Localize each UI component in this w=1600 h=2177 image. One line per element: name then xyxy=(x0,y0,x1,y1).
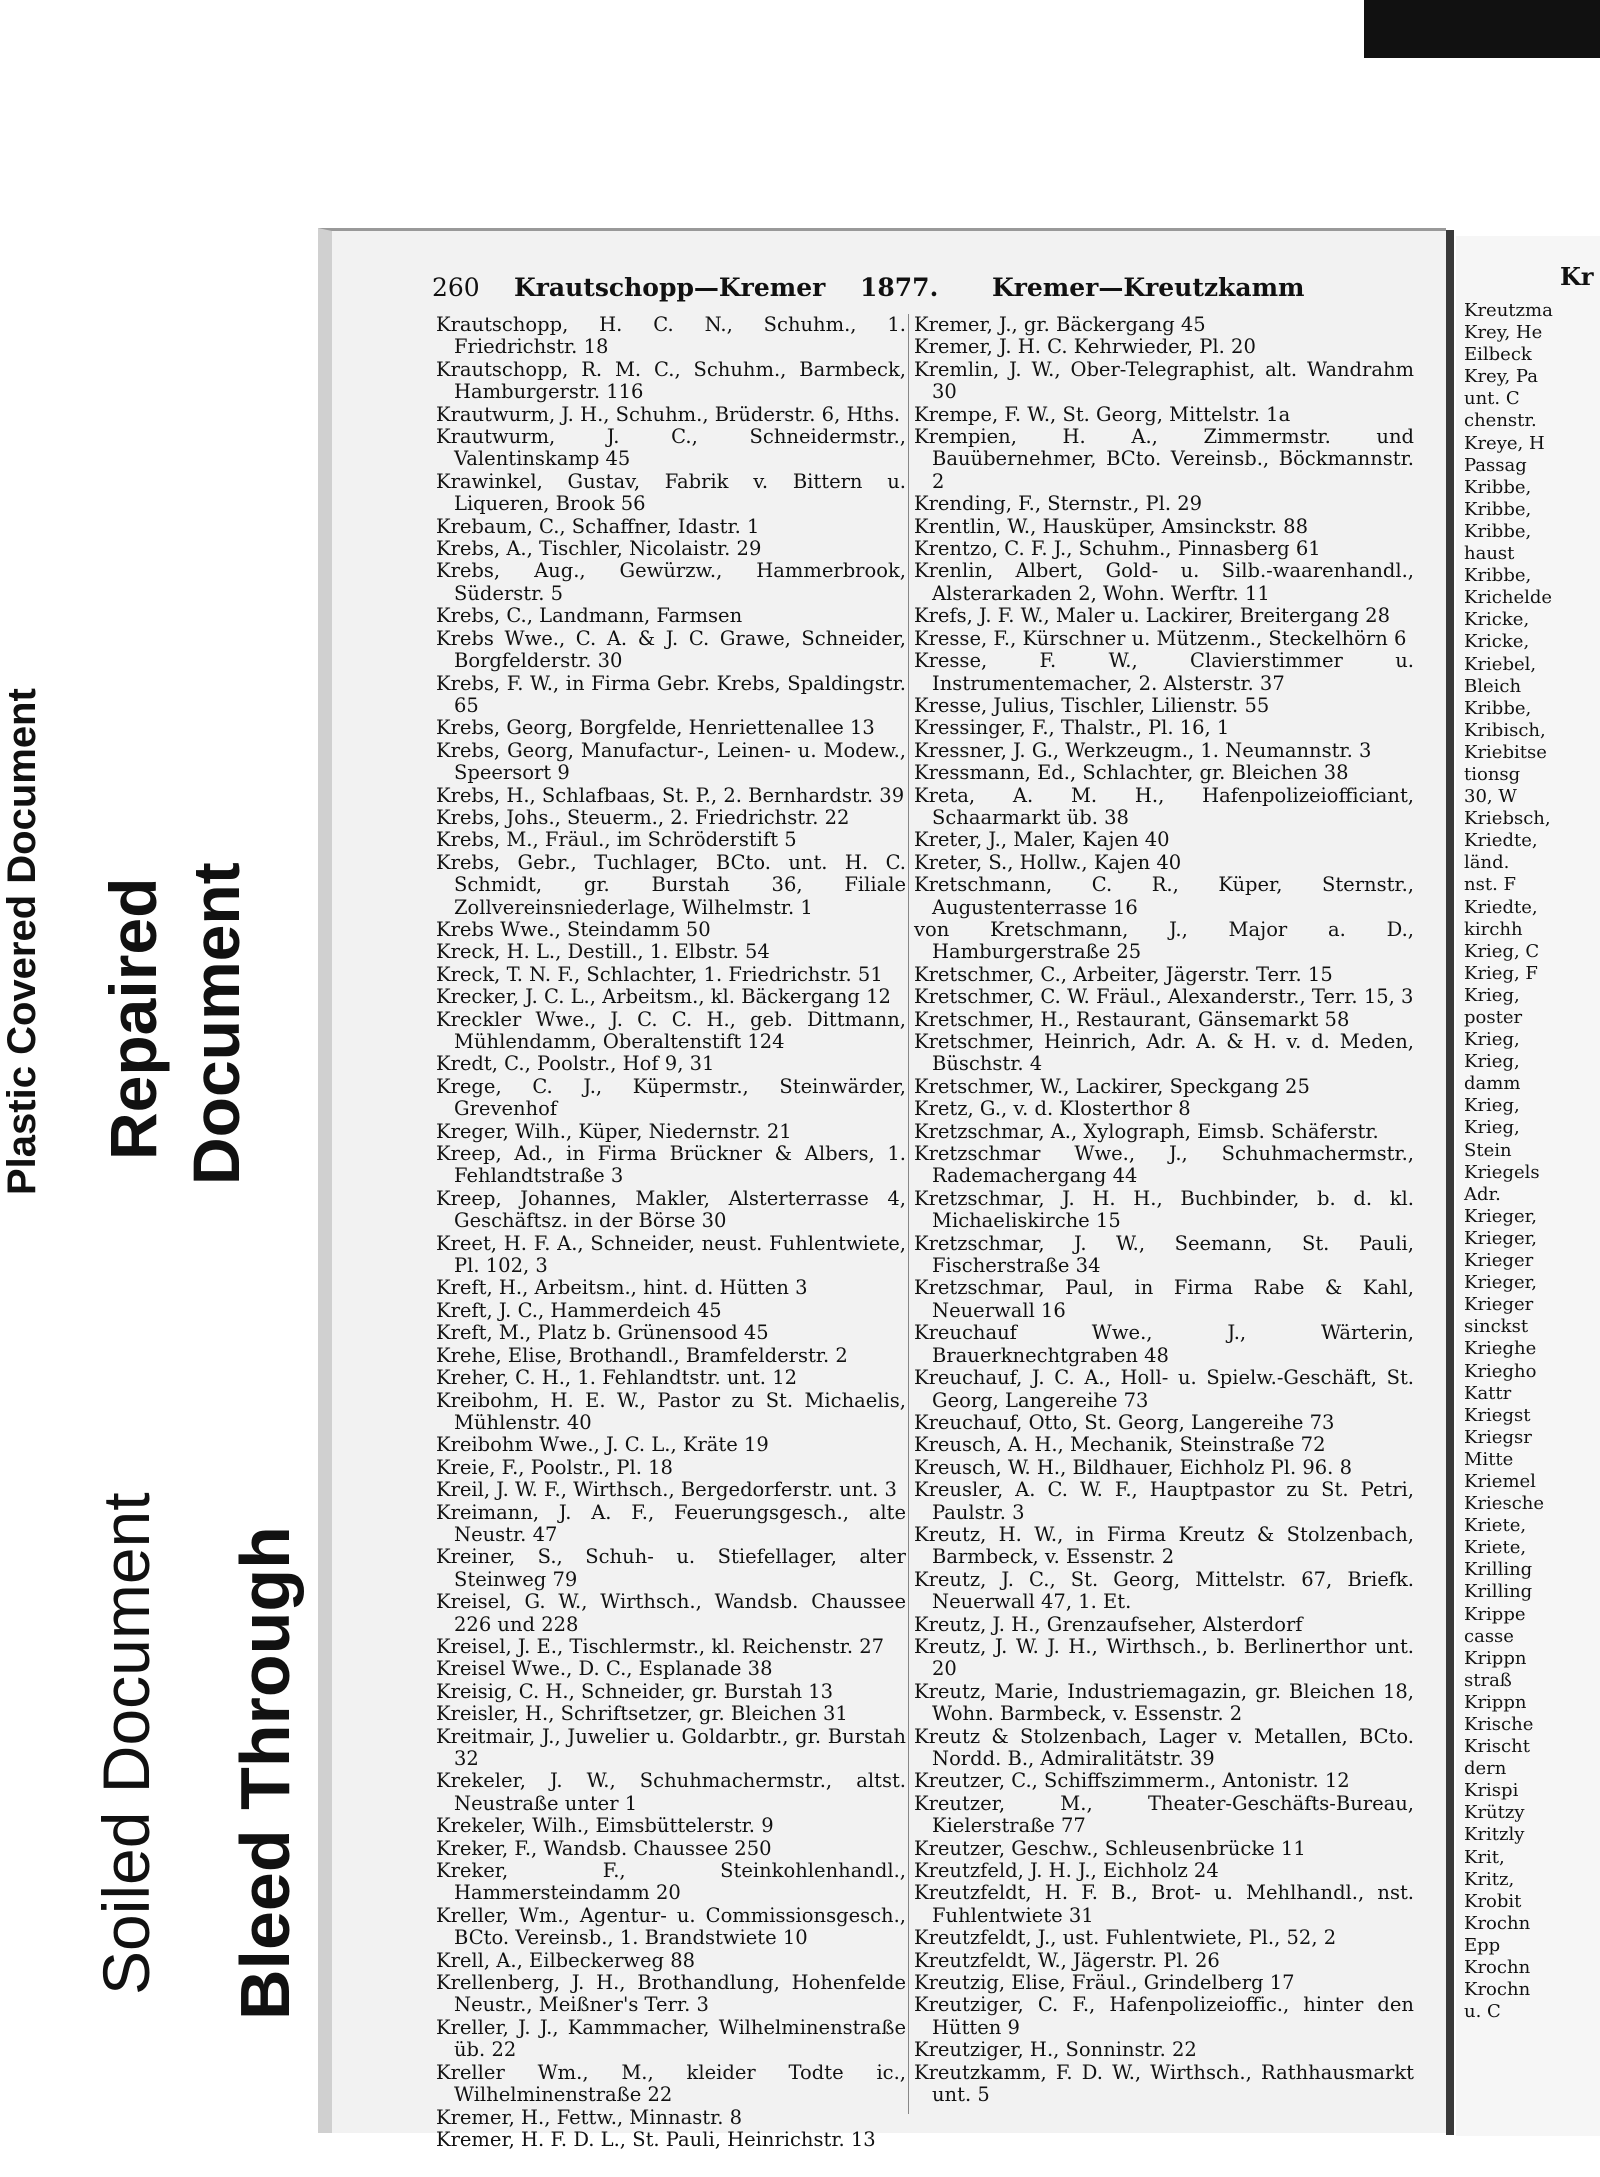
directory-entry: poster xyxy=(1464,1007,1523,1028)
directory-entry: Kresse, F., Kürschner u. Mützenm., Steckelhörn 6 xyxy=(914,626,1407,650)
directory-entry: Krebs, Georg, Manufactur-, Leinen- u. Modew., Speersort 9 xyxy=(436,738,906,785)
directory-entry: Kreusch, W. H., Bildhauer, Eichholz Pl. 96. 8 xyxy=(914,1455,1352,1479)
directory-entry: Krieger, xyxy=(1464,1227,1537,1249)
directory-entry: Kribisch, xyxy=(1464,719,1546,741)
column-divider xyxy=(908,314,909,2114)
directory-entry: Kretzschmar, Paul, in Firma Rabe & Kahl, Neuerwall 16 xyxy=(914,1276,1414,1322)
directory-entry: Krebs, A., Tischler, Nicolaistr. 29 xyxy=(436,537,762,561)
directory-entry: Kriedte, xyxy=(1464,896,1538,918)
directory-entry: Krippe xyxy=(1464,1603,1526,1625)
directory-entry: Kresse, Julius, Tischler, Lilienstr. 55 xyxy=(914,693,1270,717)
directory-entry: Kretz, G., v. d. Klosterthor 8 xyxy=(914,1097,1191,1121)
directory-entry: Krochn xyxy=(1464,1979,1531,2001)
directory-entry: Krieg, xyxy=(1464,1117,1520,1139)
directory-entry: chenstr. xyxy=(1464,410,1537,432)
directory-entry: Kreck, H. L., Destill., 1. Elbstr. 54 xyxy=(436,940,770,964)
directory-entry: Kremer, H. F. D. L., St. Pauli, Heinrichstr. 13 xyxy=(436,2127,876,2151)
directory-entry: Kreutzer, Geschw., Schleusenbrücke 11 xyxy=(914,1836,1306,1860)
directory-entry: Kreuchauf, Otto, St. Georg, Langereihe 73 xyxy=(914,1410,1335,1434)
directory-entry: kirchh xyxy=(1464,918,1523,940)
directory-entry: Kreutz, J. C., St. Georg, Mittelstr. 67, Briefk. Neuerwall 47, 1. Et. xyxy=(914,1567,1414,1614)
directory-entry: Kriegst xyxy=(1464,1404,1531,1426)
directory-entry: Kreutz, Marie, Industriemagazin, gr. Bleichen 18, Wohn. Barmbeck, v. Essenstr. 2 xyxy=(914,1679,1414,1726)
directory-entry: Krieg, C xyxy=(1464,940,1540,962)
directory-entry: Kreibohm Wwe., J. C. L., Kräte 19 xyxy=(436,1433,769,1457)
directory-entry: Kretschmer, C., Arbeiter, Jägerstr. Terr. 15 xyxy=(914,962,1333,986)
directory-entry: sinckst xyxy=(1464,1316,1529,1338)
directory-entry: Krebs, F. W., in Firma Gebr. Krebs, Spaldingstr. 65 xyxy=(436,671,906,717)
directory-entry: Krichelde xyxy=(1464,587,1553,609)
directory-entry: Kressinger, F., Thalstr., Pl. 16, 1 xyxy=(914,716,1230,740)
directory-entry: Kriebel, xyxy=(1464,653,1537,675)
directory-entry: Krautschopp, H. C. N., Schuhm., 1. Friedrichstr. 18 xyxy=(436,313,906,359)
directory-entry: Kreft, M., Platz b. Grünensood 45 xyxy=(436,1321,769,1345)
directory-entry: Adr. xyxy=(1464,1183,1501,1205)
page-number: 260 xyxy=(432,273,480,302)
directory-entry: Kreutzma xyxy=(1464,300,1553,321)
directory-entry: Kattr xyxy=(1464,1382,1512,1404)
directory-entry: Krit, xyxy=(1464,1846,1505,1868)
directory-entry: Kretzschmar, A., Xylograph, Eimsb. Schäferstr. xyxy=(914,1119,1379,1143)
label-plastic-covered: Plastic Covered Document xyxy=(0,688,44,1195)
directory-entry: Kriemel xyxy=(1464,1470,1536,1492)
directory-entry: Kreller, Wm., Agentur- u. Commissionsgesch., BCto. Vereinsb., 1. Brandstwiete 10 xyxy=(436,1903,906,1950)
directory-entry: Krebs Wwe., Steindamm 50 xyxy=(436,917,711,941)
directory-entry: Kreisel, G. W., Wirthsch., Wandsb. Chaussee 226 und 228 xyxy=(436,1590,906,1636)
directory-entry: Krebs, M., Fräul., im Schröderstift 5 xyxy=(436,828,797,852)
next-page-column xyxy=(1456,300,1553,2023)
directory-entry: Kreet, H. F. A., Schneider, neust. Fuhlentwiete, Pl. 102, 3 xyxy=(436,1231,906,1278)
scan-margin xyxy=(0,0,320,2177)
directory-entry: Epp xyxy=(1464,1934,1501,1956)
directory-entry: Krochn xyxy=(1464,1912,1531,1934)
directory-entry: Krebs, C., Landmann, Farmsen xyxy=(436,604,743,628)
directory-entry: Passag xyxy=(1464,454,1527,476)
directory-entry: Kreiner, S., Schuh- u. Stiefellager, alter Steinweg 79 xyxy=(436,1545,906,1591)
directory-entry: Stein xyxy=(1464,1139,1512,1161)
directory-entry: casse xyxy=(1464,1625,1514,1647)
directory-entry: Kreutzfeldt, H. F. B., Brot- u. Mehlhandl., nst. Fuhlentwiete 31 xyxy=(914,1881,1414,1927)
directory-entry: Kresse, F. W., Clavierstimmer u. Instrumentemacher, 2. Alsterstr. 37 xyxy=(914,649,1414,695)
directory-entry: Kredt, C., Poolstr., Hof 9, 31 xyxy=(436,1052,715,1076)
directory-entry: Kreusch, A. H., Mechanik, Steinstraße 72 xyxy=(914,1433,1326,1457)
directory-entry: Krecker, J. C. L., Arbeitsm., kl. Bäckergang 12 xyxy=(436,985,891,1009)
directory-entry: Kriegsr xyxy=(1464,1426,1532,1448)
right-range-heading: Kremer—Kreutzkamm xyxy=(992,273,1305,302)
directory-entry: Krochn xyxy=(1464,1957,1531,1979)
right-column xyxy=(914,314,1414,2114)
directory-entry: Kreft, J. C., Hammerdeich 45 xyxy=(436,1298,722,1322)
directory-entry: Krilling xyxy=(1464,1559,1533,1581)
directory-entry: Kreutzfeldt, W., Jägerstr. Pl. 26 xyxy=(914,1948,1220,1972)
directory-entry: Kreutz, J. W. J. H., Wirthsch., b. Berlinerthor unt. 20 xyxy=(914,1634,1414,1681)
directory-entry: länd. xyxy=(1464,852,1510,874)
directory-entry: Krebs Wwe., C. A. & J. C. Grawe, Schneider, Borgfelderstr. 30 xyxy=(436,626,906,673)
directory-entry: Krieg, xyxy=(1464,984,1520,1006)
directory-entry: Kreckler Wwe., J. C. C. H., geb. Dittmann, Mühlendamm, Oberaltenstift 124 xyxy=(436,1007,906,1053)
directory-entry: Kreimann, J. A. F., Feuerungsgesch., alte Neustr. 47 xyxy=(436,1500,906,1546)
label-soiled-document: Soiled Document xyxy=(89,1492,163,1995)
directory-entry: Kreutzfeldt, J., ust. Fuhlentwiete, Pl., 52, 2 xyxy=(914,1926,1337,1950)
directory-entry: Kritz, xyxy=(1464,1868,1515,1890)
directory-entry: unt. C xyxy=(1464,388,1520,410)
directory-entry: Kreutzer, C., Schiffszimmerm., Antonistr. 12 xyxy=(914,1769,1350,1793)
directory-entry: Krawinkel, Gustav, Fabrik v. Bittern u. Liqueren, Brook 56 xyxy=(436,469,906,516)
directory-entry: Kreller Wm., M., kleider Todte ic., Wilhelminenstraße 22 xyxy=(436,2060,906,2107)
directory-entry: Kreie, F., Poolstr., Pl. 18 xyxy=(436,1455,673,1479)
directory-entry: Krispi xyxy=(1464,1780,1519,1802)
directory-entry: Kritzly xyxy=(1464,1824,1525,1846)
directory-entry: Kricke, xyxy=(1464,631,1530,653)
directory-entry: Kriebitse xyxy=(1464,741,1547,763)
directory-entry: von Kretschmann, J., Major a. D., Hamburgerstraße 25 xyxy=(914,917,1414,964)
directory-entry: Krieghe xyxy=(1464,1338,1537,1360)
directory-entry: Kremer, J. H. C. Kehrwieder, Pl. 20 xyxy=(914,335,1256,359)
directory-entry: Krege, C. J., Küpermstr., Steinwärder, Grevenhof xyxy=(436,1074,906,1121)
directory-entry: Krebs, H., Schlafbaas, St. P., 2. Bernhardstr. 39 xyxy=(436,783,905,807)
directory-entry: Kribbe, xyxy=(1464,476,1532,498)
directory-entry: Eilbeck xyxy=(1464,344,1532,366)
directory-entry: u. C xyxy=(1464,2001,1501,2023)
book-gutter xyxy=(1446,230,1454,2135)
directory-entry: Krobit xyxy=(1464,1890,1522,1912)
directory-entry: haust xyxy=(1464,543,1515,565)
directory-entry: Krippn xyxy=(1464,1647,1527,1669)
directory-entry: Kreft, H., Arbeitsm., hint. d. Hütten 3 xyxy=(436,1276,808,1300)
directory-entry: Kreller, J. J., Kammmacher, Wilhelminenstraße üb. 22 xyxy=(436,2015,906,2062)
directory-entry: Kremer, H., Fettw., Minnastr. 8 xyxy=(436,2105,743,2129)
directory-entry: Kreutz & Stolzenbach, Lager v. Metallen, BCto. Nordd. B., Admiralitätstr. 39 xyxy=(914,1724,1414,1770)
directory-entry: Kreutzfeld, J. H. J., Eichholz 24 xyxy=(914,1859,1219,1883)
directory-entry: Kreck, T. N. F., Schlachter, 1. Friedrichstr. 51 xyxy=(436,962,883,986)
directory-entry: Kriesche xyxy=(1464,1493,1545,1515)
directory-entry: Kretschmer, C. W. Fräul., Alexanderstr., Terr. 15, 3 xyxy=(914,985,1414,1009)
directory-entry: Krieger, xyxy=(1464,1272,1537,1294)
directory-entry: Krützy xyxy=(1464,1802,1525,1824)
directory-entry: Krey, He xyxy=(1464,322,1543,344)
year-heading: 1877. xyxy=(860,273,939,302)
directory-entry: 30, W xyxy=(1464,786,1517,808)
directory-entry: Krieger xyxy=(1464,1294,1534,1316)
label-repaired: Repaired xyxy=(96,877,170,1160)
directory-entry: Kribbe, xyxy=(1464,697,1532,719)
directory-entry: Krieg, xyxy=(1464,1051,1520,1073)
directory-entry: Krautwurm, J. C., Schneidermstr., Valentinskamp 45 xyxy=(436,425,906,471)
directory-entry: Krische xyxy=(1464,1714,1534,1735)
directory-entry: Kreisler, H., Schriftsetzer, gr. Bleichen 31 xyxy=(436,1702,848,1726)
directory-entry: Krentzo, C. F. J., Schuhm., Pinnasberg 61 xyxy=(914,537,1321,561)
directory-page xyxy=(318,228,1446,2151)
page-header xyxy=(432,273,1332,309)
directory-entry: Kreutz, H. W., in Firma Kreutz & Stolzenbach, Barmbeck, v. Essenstr. 2 xyxy=(914,1522,1414,1569)
directory-entry: Kreker, F., Wandsb. Chaussee 250 xyxy=(436,1836,772,1860)
directory-entry: Kretschmer, W., Lackirer, Speckgang 25 xyxy=(914,1074,1310,1098)
directory-entry: Kreep, Ad., in Firma Brückner & Albers, 1. Fehlandtstraße 3 xyxy=(436,1142,906,1188)
directory-entry: Kreisel Wwe., D. C., Esplanade 38 xyxy=(436,1657,773,1681)
directory-entry: Kreutziger, H., Sonninstr. 22 xyxy=(914,2038,1197,2062)
directory-entry: Krefs, J. F. W., Maler u. Lackirer, Breitergang 28 xyxy=(914,604,1390,628)
directory-entry: Kreibohm, H. E. W., Pastor zu St. Michaelis, Mühlenstr. 40 xyxy=(436,1388,906,1434)
directory-entry: Kreep, Johannes, Makler, Alsterterrasse 4, Geschäftsz. in der Börse 30 xyxy=(436,1186,906,1233)
directory-entry: Krekeler, Wilh., Eimsbüttelerstr. 9 xyxy=(436,1814,774,1838)
directory-entry: Kribbe, xyxy=(1464,565,1532,587)
left-range-heading: Krautschopp—Kremer xyxy=(514,273,826,302)
next-page-fragment xyxy=(1456,236,1600,2136)
scan-dark-edge xyxy=(1364,0,1600,58)
directory-entry: nst. F xyxy=(1464,874,1516,896)
label-repaired-document: Document xyxy=(179,862,253,1185)
directory-entry: Krending, F., Sternstr., Pl. 29 xyxy=(914,492,1203,516)
directory-entry: Kremer, J., gr. Bäckergang 45 xyxy=(914,313,1206,336)
directory-entry: Kreuchauf Wwe., J., Wärterin, Brauerknechtgraben 48 xyxy=(914,1321,1414,1367)
directory-entry: Krilling xyxy=(1464,1581,1533,1603)
directory-entry: Krieg, xyxy=(1464,1095,1520,1117)
directory-entry: Krieger, xyxy=(1464,1205,1537,1227)
directory-entry: Krieg, xyxy=(1464,1029,1520,1051)
directory-entry: Krautschopp, R. M. C., Schuhm., Barmbeck, Hamburgerstr. 116 xyxy=(436,357,906,404)
directory-entry: tionsg xyxy=(1464,763,1521,785)
directory-entry: Krebs, Gebr., Tuchlager, BCto. unt. H. C. Schmidt, gr. Burstah 36, Filiale Zollvereinsniederlage, Wilhelmstr. 1 xyxy=(436,850,906,919)
directory-entry: Kressner, J. G., Werkzeugm., 1. Neumannstr. 3 xyxy=(914,738,1372,762)
directory-entry: Kreher, C. H., 1. Fehlandtstr. unt. 12 xyxy=(436,1366,798,1390)
directory-entry: Krehe, Elise, Brothandl., Bramfelderstr. 2 xyxy=(436,1343,848,1367)
directory-entry: Kriegels xyxy=(1464,1161,1540,1183)
directory-entry: Krempien, H. A., Zimmermstr. und Bauübernehmer, BCto. Vereinsb., Böckmannstr. 2 xyxy=(914,425,1414,493)
directory-entry: Krekeler, J. W., Schuhmachermstr., altst. Neustraße unter 1 xyxy=(436,1769,906,1815)
directory-entry: Kreye, H xyxy=(1464,432,1545,454)
directory-entry: Kreta, A. M. H., Hafenpolizeiofficiant, Schaarmarkt üb. 38 xyxy=(914,783,1414,829)
directory-entry: Kribbe, xyxy=(1464,520,1532,542)
directory-entry: Krischt xyxy=(1464,1736,1530,1758)
directory-entry: straß xyxy=(1464,1669,1512,1691)
directory-entry: Kreisig, C. H., Schneider, gr. Burstah 13 xyxy=(436,1679,834,1703)
directory-entry: Kretschmer, H., Restaurant, Gänsemarkt 58 xyxy=(914,1007,1350,1031)
directory-entry: Kriete, xyxy=(1464,1537,1527,1559)
directory-entry: Krebs, Aug., Gewürzw., Hammerbrook, Süderstr. 5 xyxy=(436,559,906,605)
directory-entry: Kreutziger, C. F., Hafenpolizeioffic., hinter den Hütten 9 xyxy=(914,1993,1414,2039)
directory-entry: Krieger xyxy=(1464,1250,1534,1272)
directory-entry: Mitte xyxy=(1464,1448,1514,1470)
directory-entry: Kreutzig, Elise, Fräul., Grindelberg 17 xyxy=(914,1971,1295,1995)
directory-entry: Krey, Pa xyxy=(1464,366,1538,388)
directory-entry: Kretzschmar, J. W., Seemann, St. Pauli, Fischerstraße 34 xyxy=(914,1231,1414,1278)
directory-entry: Kreutz, J. H., Grenzaufseher, Alsterdorf xyxy=(914,1612,1303,1636)
directory-entry: Krebaum, C., Schaffner, Idastr. 1 xyxy=(436,514,760,538)
left-column xyxy=(436,313,906,2151)
directory-entry: Kreger, Wilh., Küper, Niedernstr. 21 xyxy=(436,1119,792,1143)
directory-entry: Kriegho xyxy=(1464,1360,1537,1382)
directory-entry: Kretzschmar Wwe., J., Schuhmachermstr., Rademachergang 44 xyxy=(914,1142,1414,1188)
directory-entry: Kriebsch, xyxy=(1464,808,1551,830)
directory-entry: Kreuchauf, J. C. A., Holl- u. Spielw.-Geschäft, St. Georg, Langereihe 73 xyxy=(914,1366,1414,1412)
directory-entry: Kreker, F., Steinkohlenhandl., Hammersteindamm 20 xyxy=(436,1859,906,1905)
directory-entry: Krentlin, W., Hausküper, Amsinckstr. 88 xyxy=(914,514,1308,538)
directory-entry: Kretschmer, Heinrich, Adr. A. & H. v. d. Meden, Büschstr. 4 xyxy=(914,1030,1414,1076)
directory-entry: Kretschmann, C. R., Küper, Sternstr., Augustenterrasse 16 xyxy=(914,873,1414,919)
directory-entry: Krellenberg, J. H., Brothandlung, Hohenfelde Neustr., Meißner's Terr. 3 xyxy=(436,1971,906,2017)
next-page-header: Kr xyxy=(1560,262,1594,291)
directory-entry: Kriedte, xyxy=(1464,830,1538,852)
directory-entry: Kricke, xyxy=(1464,609,1530,631)
directory-entry: Krieg, F xyxy=(1464,962,1538,984)
directory-entry: Kreil, J. W. F., Wirthsch., Bergedorferstr. unt. 3 xyxy=(436,1478,897,1502)
directory-entry: Kreter, S., Hollw., Kajen 40 xyxy=(914,850,1182,874)
directory-entry: Kremlin, J. W., Ober-Telegraphist, alt. Wandrahm 30 xyxy=(914,357,1414,404)
directory-entry: Kreusler, A. C. W. F., Hauptpastor zu St. Petri, Paulstr. 3 xyxy=(914,1478,1414,1524)
directory-entry: Krenlin, Albert, Gold- u. Silb.-waarenhandl., Alsterarkaden 2, Wohn. Werftr. 11 xyxy=(914,559,1414,605)
label-bleed-through: Bleed Through xyxy=(226,1526,304,2020)
directory-entry: Kreutzer, M., Theater-Geschäfts-Bureau, Kielerstraße 77 xyxy=(914,1791,1414,1838)
directory-entry: Kriete, xyxy=(1464,1515,1527,1537)
directory-entry: Krautwurm, J. H., Schuhm., Brüderstr. 6, Hths. xyxy=(436,402,901,426)
directory-entry: Kreter, J., Maler, Kajen 40 xyxy=(914,828,1170,852)
directory-entry: Kretzschmar, J. H. H., Buchbinder, b. d. kl. Michaeliskirche 15 xyxy=(914,1186,1414,1233)
directory-entry: Krempe, F. W., St. Georg, Mittelstr. 1a xyxy=(914,402,1291,426)
directory-entry: Krell, A., Eilbeckerweg 88 xyxy=(436,1948,696,1972)
directory-entry: Krippn xyxy=(1464,1691,1527,1713)
directory-entry: Kreutzkamm, F. D. W., Wirthsch., Rathhausmarkt unt. 5 xyxy=(914,2060,1414,2107)
directory-entry: dern xyxy=(1464,1758,1507,1780)
directory-entry: Krebs, Johs., Steuerm., 2. Friedrichstr. 22 xyxy=(436,805,850,829)
directory-entry: damm xyxy=(1464,1073,1521,1095)
directory-entry: Kreitmair, J., Juwelier u. Goldarbtr., gr. Burstah 32 xyxy=(436,1724,906,1770)
directory-entry: Kribbe, xyxy=(1464,498,1532,520)
directory-entry: Bleich xyxy=(1464,675,1522,697)
directory-entry: Kreisel, J. E., Tischlermstr., kl. Reichenstr. 27 xyxy=(436,1634,885,1658)
directory-entry: Kressmann, Ed., Schlachter, gr. Bleichen 38 xyxy=(914,761,1349,785)
directory-entry: Krebs, Georg, Borgfelde, Henriettenallee 13 xyxy=(436,716,875,740)
